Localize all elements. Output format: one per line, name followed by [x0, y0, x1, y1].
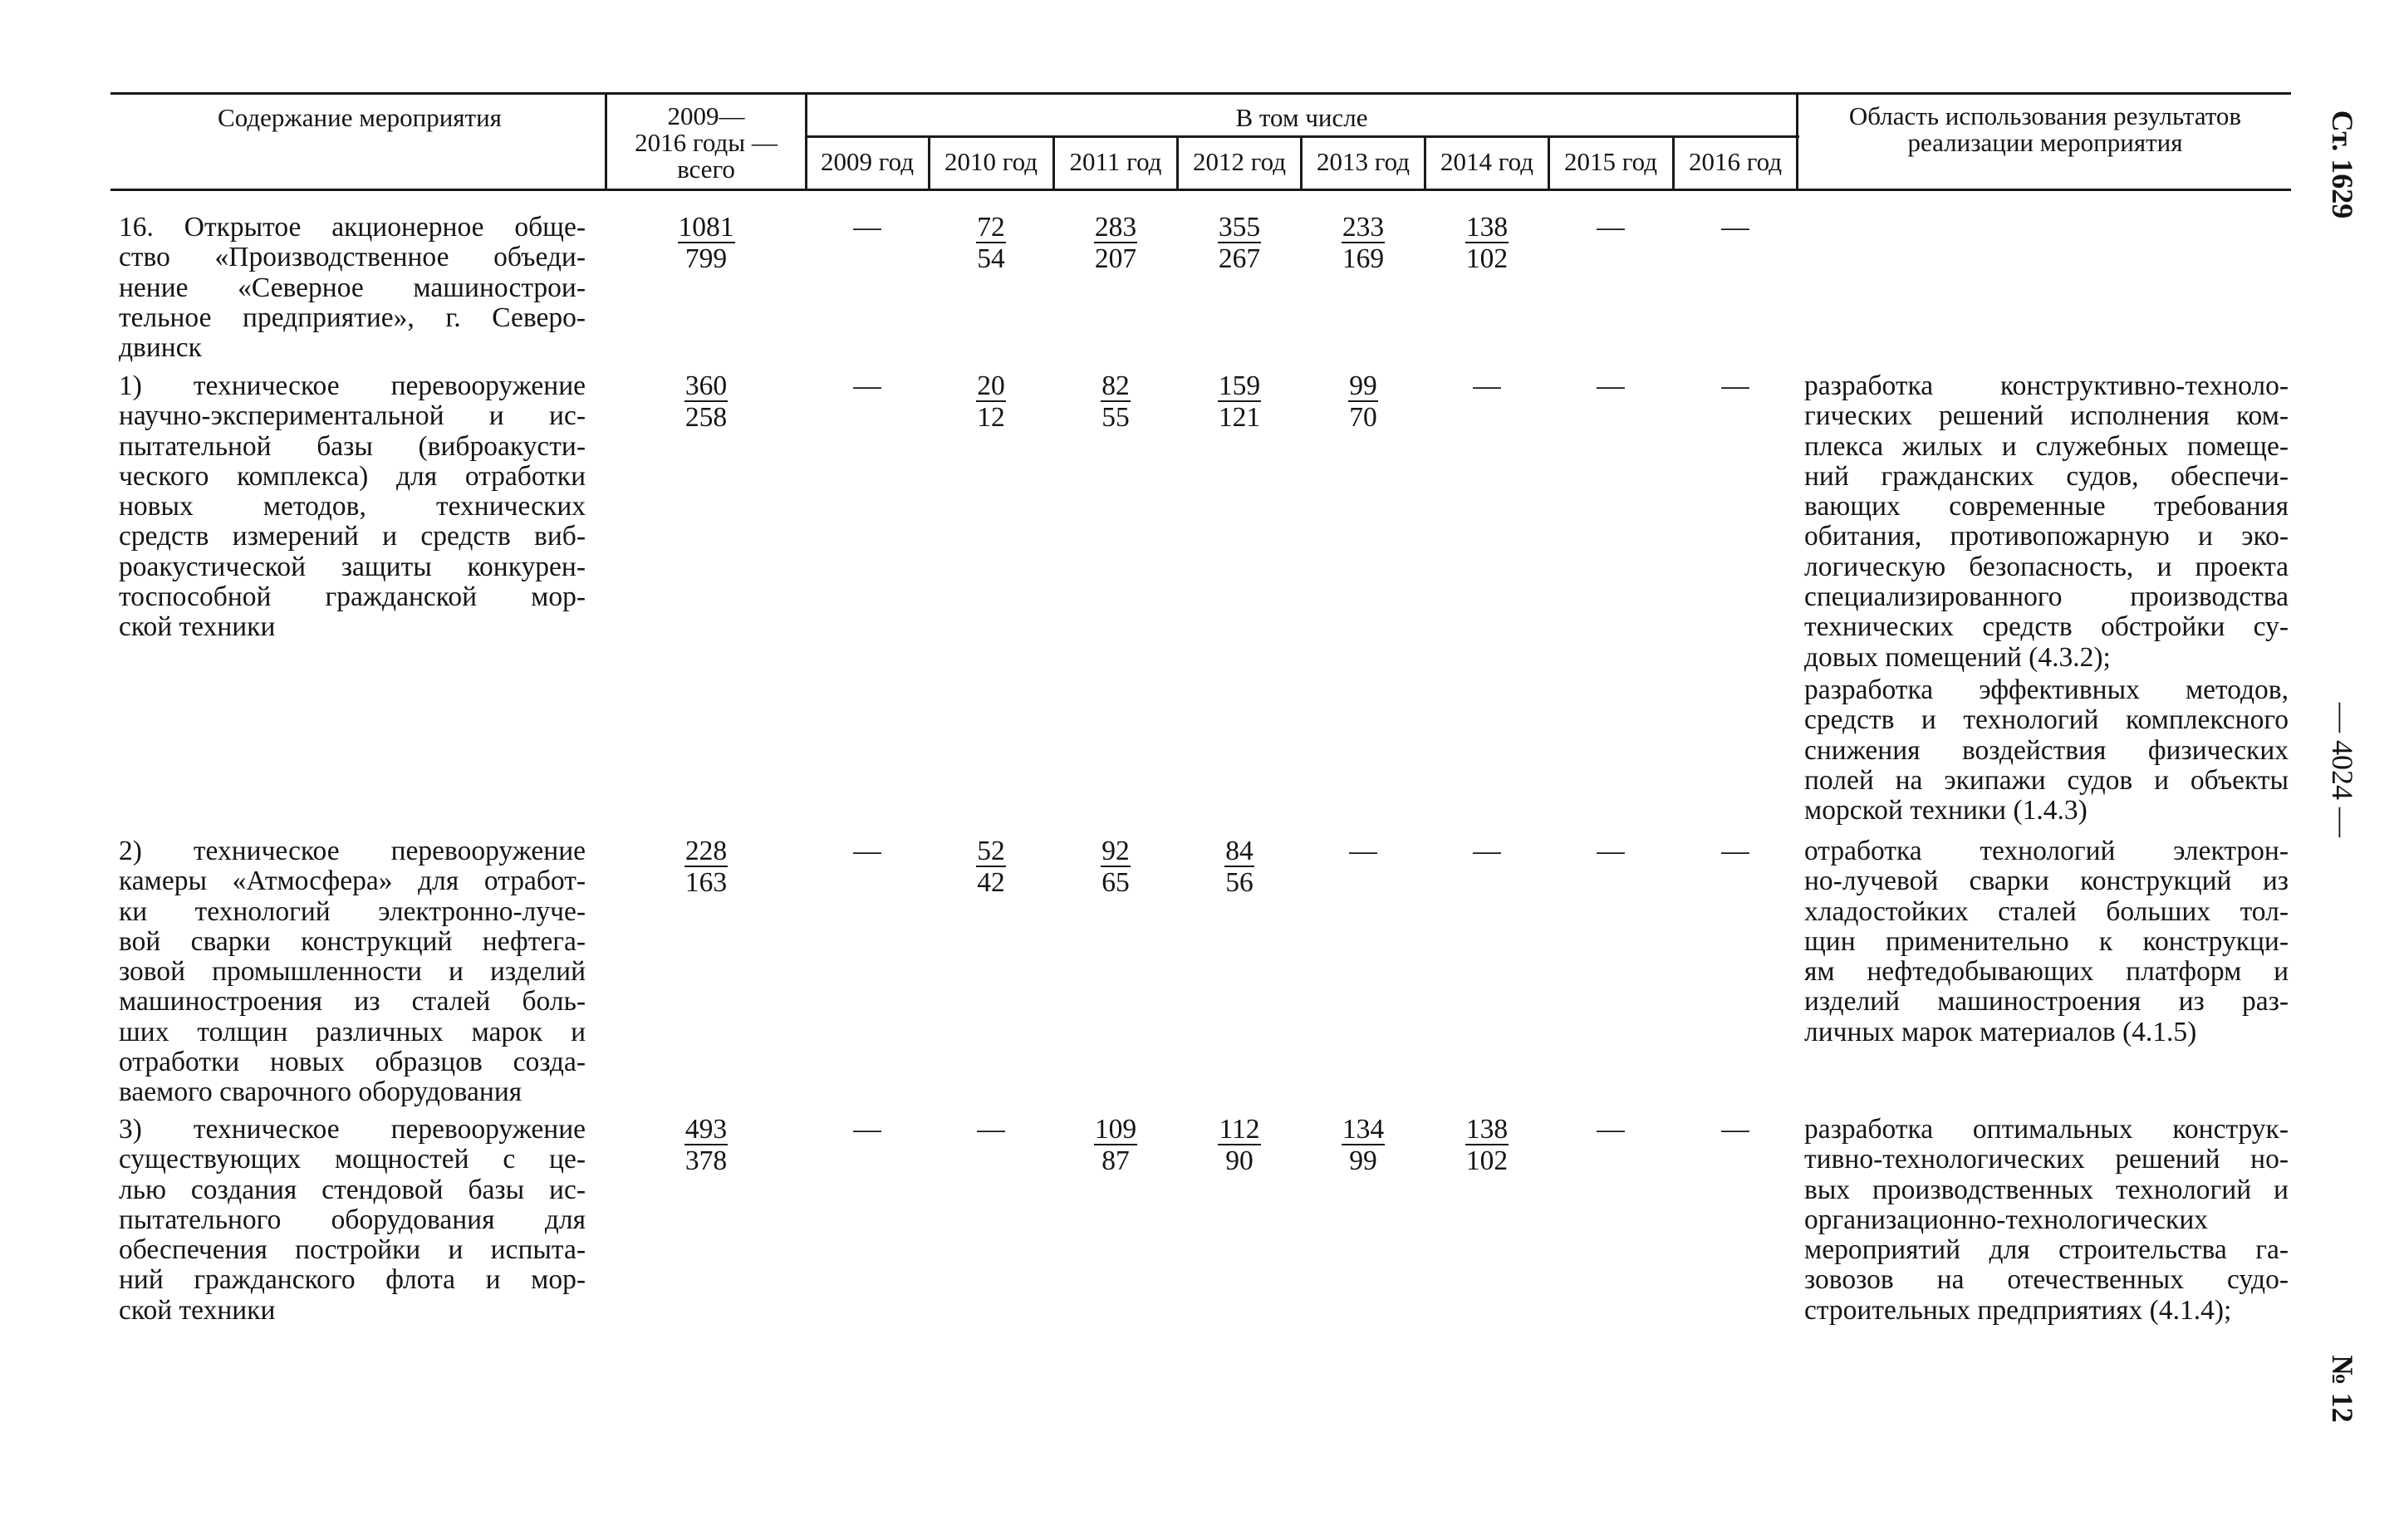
header-area-line: Область использования результатов — [1848, 101, 2242, 130]
row-content — [119, 836, 586, 1108]
row-year-value: — — [1473, 370, 1501, 401]
text-line: полей на экипажи судов и объекты — [1804, 764, 2289, 796]
value-denominator: 169 — [1342, 243, 1385, 274]
text-line: 3) техническое перевооружение — [119, 1114, 586, 1145]
row-year-value: — — [853, 370, 881, 401]
value-numerator: 109 — [1094, 1114, 1137, 1145]
text-line: разработка конструктивно-техноло- — [1804, 370, 2289, 401]
row-year-value — [945, 371, 1037, 434]
value-numerator: 92 — [1101, 836, 1130, 866]
text-line: щин применительно к конструкци- — [1804, 925, 2289, 957]
value-numerator: 1081 — [678, 212, 734, 243]
header-total — [608, 103, 804, 183]
value-denominator: 65 — [1101, 867, 1130, 898]
row-year-value — [945, 213, 1037, 275]
row-year-value: — — [1473, 836, 1501, 866]
row-year-value — [1070, 836, 1161, 899]
value-denominator: 267 — [1218, 243, 1261, 274]
text-line: разработка эффективных методов, — [1804, 674, 2289, 705]
value-numerator: 138 — [1465, 1114, 1509, 1145]
row-year-value: — — [1597, 1114, 1625, 1145]
column-divider — [1796, 92, 1798, 190]
row-year-value — [1194, 371, 1285, 434]
row-area-paragraph — [1804, 371, 2289, 673]
text-line: обитания, противопожарную и эко- — [1804, 521, 2289, 552]
row-year-value: — — [1721, 1114, 1749, 1145]
text-line: снижения воздействия физических — [1804, 734, 2289, 766]
header-content: Содержание мероприятия — [218, 103, 502, 132]
row-year-value: — — [1597, 212, 1625, 243]
text-line: зовой промышленности и изделий — [119, 956, 586, 988]
text-line: хладостойких сталей больших тол- — [1804, 895, 2289, 927]
value-denominator: 54 — [977, 243, 1005, 274]
header-including: В том числе — [1235, 103, 1368, 132]
row-year-value — [1317, 1115, 1409, 1177]
row-area-paragraph — [1804, 675, 2289, 826]
value-numerator: 493 — [684, 1114, 728, 1145]
text-line: пытательной базы (виброакусти- — [119, 430, 586, 462]
text-line: ской техники — [119, 611, 276, 643]
text-line: вающих современные требования — [1804, 491, 2289, 522]
value-denominator: 70 — [1349, 402, 1377, 433]
text-line: личных марок материалов (4.1.5) — [1804, 1016, 2197, 1047]
row-year-value: — — [1721, 836, 1749, 866]
text-line: ской техники — [119, 1294, 276, 1326]
text-line: довых помещений (4.3.2); — [1804, 641, 2111, 673]
value-denominator: 87 — [1101, 1145, 1130, 1176]
value-denominator: 42 — [977, 867, 1005, 898]
row-total-value — [660, 836, 752, 899]
row-content — [119, 1115, 586, 1326]
text-line: плекса жилых и служебных помеще- — [1804, 430, 2289, 462]
text-line: вых производственных технологий и — [1804, 1174, 2289, 1205]
text-line: вой сварки конструкций нефтега- — [119, 925, 586, 957]
value-denominator: 102 — [1465, 243, 1509, 274]
text-line: ших толщин различных марок и — [119, 1016, 586, 1047]
row-year-value: — — [1349, 836, 1377, 866]
value-numerator: 112 — [1219, 1114, 1260, 1145]
row-year-value — [1194, 836, 1285, 899]
value-numerator: 134 — [1342, 1114, 1385, 1145]
value-denominator: 378 — [684, 1145, 728, 1176]
text-line: отработка технологий электрон- — [1804, 836, 2289, 866]
value-numerator: 228 — [684, 836, 728, 866]
row-year-value: — — [977, 1114, 1005, 1145]
row-year-value — [1070, 371, 1161, 434]
value-denominator: 207 — [1094, 243, 1137, 274]
text-line: средств измерений и средств виб- — [119, 521, 586, 552]
value-denominator: 121 — [1218, 402, 1261, 433]
header-area-line: реализации мероприятия — [1907, 128, 2183, 157]
value-numerator: 283 — [1094, 212, 1137, 243]
header-year-2013: 2013 год — [1316, 147, 1411, 176]
text-line: тоспособной гражданской мор- — [119, 581, 586, 613]
row-year-value — [1317, 371, 1409, 434]
table-header-bottom-rule — [110, 189, 2291, 191]
row-content — [119, 371, 586, 643]
text-line: обеспечения постройки и испыта- — [119, 1234, 586, 1266]
row-year-value: — — [1721, 370, 1749, 401]
text-line: ний гражданских судов, обеспечи- — [1804, 460, 2289, 492]
value-denominator: 12 — [977, 402, 1005, 433]
row-year-value — [1194, 213, 1285, 275]
text-line: тивно-технологических решений но- — [1804, 1144, 2289, 1175]
text-line: но-лучевой сварки конструкций из — [1804, 866, 2289, 897]
text-line: существующих мощностей с це- — [119, 1144, 586, 1175]
row-year-value — [1317, 213, 1409, 275]
row-year-value — [1194, 1115, 1285, 1177]
text-line: специализированного производства — [1804, 581, 2289, 613]
row-total-value — [660, 213, 752, 275]
value-numerator: 20 — [977, 370, 1005, 401]
value-numerator: 159 — [1218, 370, 1261, 401]
value-numerator: 84 — [1225, 836, 1254, 866]
value-denominator: 99 — [1349, 1145, 1377, 1176]
row-area-paragraph — [1804, 1115, 2289, 1326]
value-denominator: 799 — [684, 243, 728, 274]
text-line: машиностроения из сталей боль- — [119, 986, 586, 1018]
text-line: гических решений исполнения ком- — [1804, 400, 2289, 432]
row-year-value — [945, 836, 1037, 899]
text-line: зовозов на отечественных судо- — [1804, 1264, 2289, 1296]
text-line: новых методов, технических — [119, 491, 586, 522]
text-line: камеры «Атмосфера» для отработ- — [119, 866, 586, 897]
value-numerator: 233 — [1342, 212, 1385, 243]
text-line: логическую безопасность, и проекта — [1804, 551, 2289, 582]
value-numerator: 72 — [977, 212, 1005, 243]
value-denominator: 90 — [1225, 1145, 1254, 1176]
value-denominator: 56 — [1225, 867, 1254, 898]
value-denominator: 163 — [684, 867, 728, 898]
text-line: технических средств обстройки су- — [1804, 611, 2289, 643]
value-numerator: 360 — [684, 370, 728, 401]
value-numerator: 138 — [1465, 212, 1509, 243]
row-year-value: — — [1597, 836, 1625, 866]
text-line: пытательного оборудования для — [119, 1204, 586, 1235]
text-line: ки технологий электронно-луче- — [119, 895, 586, 927]
page-number: — 4024 — — [2326, 703, 2359, 837]
value-numerator: 99 — [1349, 370, 1377, 401]
value-denominator: 258 — [684, 402, 728, 433]
row-content — [119, 213, 586, 363]
header-total-line: всего — [677, 154, 735, 184]
text-line: научно-экспериментальной и ис- — [119, 400, 586, 432]
value-denominator: 102 — [1465, 1145, 1509, 1176]
issue-number: № 12 — [2326, 1355, 2359, 1423]
text-line: средств и технологий комплексного — [1804, 704, 2289, 736]
text-line: 1) техническое перевооружение — [119, 370, 586, 401]
text-line: двинск — [119, 332, 202, 364]
text-line: организационно-технологических — [1804, 1204, 2208, 1235]
value-numerator: 52 — [977, 836, 1005, 866]
header-area — [1801, 103, 2289, 156]
header-year-2016: 2016 год — [1688, 147, 1783, 176]
header-year-2011: 2011 год — [1069, 147, 1162, 176]
header-year-2012: 2012 год — [1192, 147, 1287, 176]
column-divider — [605, 92, 607, 190]
row-year-value — [1070, 1115, 1161, 1177]
row-year-value — [1441, 213, 1533, 275]
row-year-value: — — [853, 836, 881, 866]
text-line: лью создания стендовой базы ис- — [119, 1174, 586, 1205]
page-reference: Ст. 1629 — [2326, 110, 2359, 219]
header-year-2015: 2015 год — [1563, 147, 1658, 176]
text-line: ям нефтедобывающих платформ и — [1804, 956, 2289, 988]
text-line: тельное предприятие», г. Северо- — [119, 302, 586, 333]
row-area-paragraph — [1804, 836, 2289, 1047]
header-year-2010: 2010 год — [944, 147, 1038, 176]
text-line: ство «Производственное объеди- — [119, 242, 586, 273]
text-line: 16. Открытое акционерное обще- — [119, 212, 586, 243]
text-line: разработка оптимальных конструк- — [1804, 1114, 2289, 1145]
header-total-line: 2016 годы — — [635, 128, 778, 157]
row-year-value: — — [1721, 212, 1749, 243]
table-top-rule — [110, 92, 2291, 95]
value-numerator: 355 — [1218, 212, 1261, 243]
value-numerator: 82 — [1101, 370, 1130, 401]
text-line: ний гражданского флота и мор- — [119, 1264, 586, 1296]
text-line: строительных предприятиях (4.1.4); — [1804, 1294, 2232, 1326]
text-line: мероприятий для строительства га- — [1804, 1234, 2289, 1266]
text-line: ваемого сварочного оборудования — [119, 1077, 523, 1108]
text-line: изделий машиностроения из раз- — [1804, 986, 2289, 1018]
year-header-rule — [806, 135, 1799, 138]
header-year-2014: 2014 год — [1440, 147, 1534, 176]
text-line: морской техники (1.4.3) — [1804, 795, 2088, 826]
text-line: ческого комплекса) для отработки — [119, 460, 586, 492]
row-year-value: — — [1597, 370, 1625, 401]
header-year-2009: 2009 год — [820, 147, 915, 176]
header-total-line: 2009— — [667, 101, 745, 130]
row-total-value — [660, 1115, 752, 1177]
text-line: 2) техническое перевооружение — [119, 836, 586, 866]
row-year-value — [1070, 213, 1161, 275]
row-total-value — [660, 371, 752, 434]
row-year-value: — — [853, 212, 881, 243]
value-denominator: 55 — [1101, 402, 1130, 433]
row-year-value: — — [853, 1114, 881, 1145]
text-line: роакустической защиты конкурен- — [119, 551, 586, 582]
text-line: нение «Северное машинострои- — [119, 272, 586, 303]
row-year-value — [1441, 1115, 1533, 1177]
text-line: отработки новых образцов созда- — [119, 1047, 586, 1078]
